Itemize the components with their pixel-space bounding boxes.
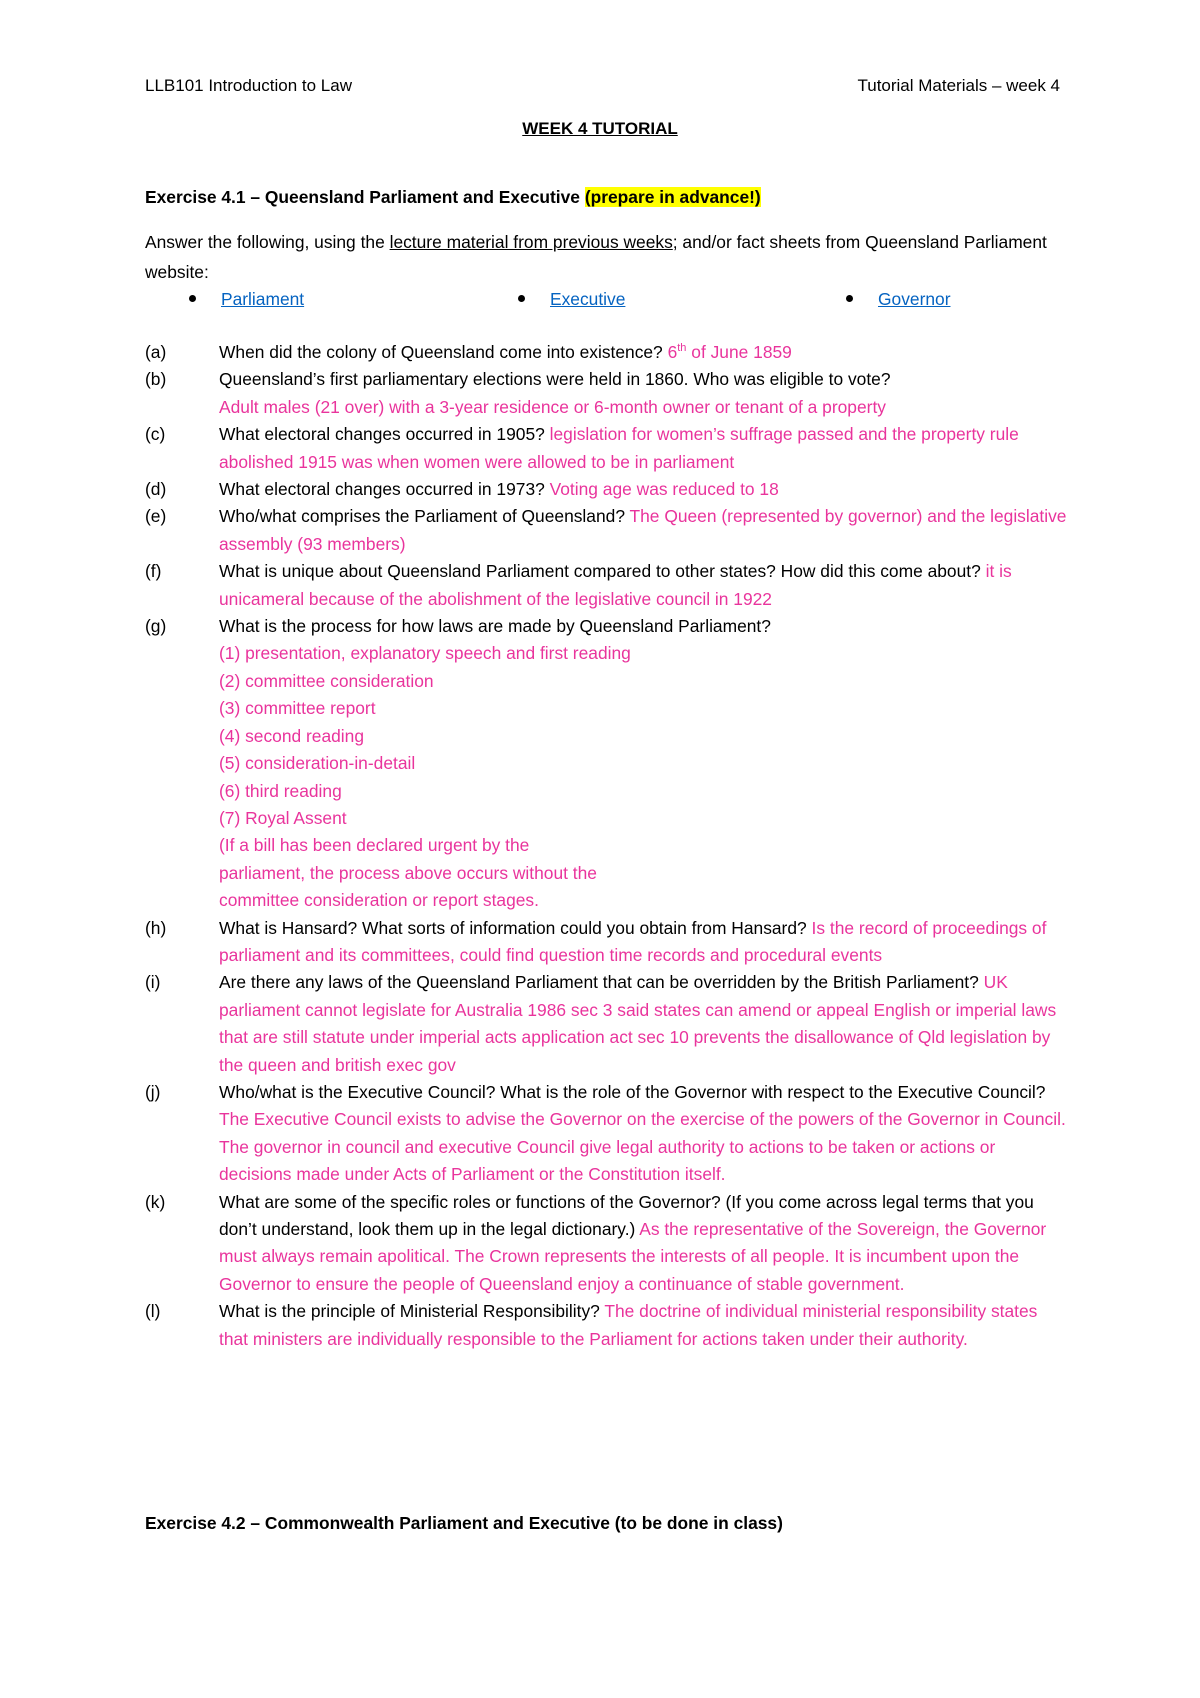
question-j: (j) Who/what is the Executive Council? What is the role of the Governor with respect to the Executive Council? The Executive Council exists to advise the Governor on the exercise of the powers of the Governor in Council. The governor in council and executive Council give legal authority to actions to be taken or actions or decisions made under Acts of Parliament or the Constitution itself. xyxy=(145,1081,1066,1185)
law-step: (5) consideration-in-detail xyxy=(219,753,416,774)
question-f: (f) What is unique about Queensland Parliament compared to other states? How did this come about? it is unicameral because of the abolishment of the legislative council in 1922 xyxy=(145,561,1012,609)
link-item-parliament xyxy=(189,289,304,310)
exercise-4-1-heading xyxy=(145,187,761,208)
bullet-icon xyxy=(846,295,853,302)
law-step: (4) second reading xyxy=(219,725,365,746)
link-item-governor xyxy=(846,289,951,310)
question-list xyxy=(145,339,1070,1353)
lecture-material-text: lecture material from previous weeks xyxy=(389,232,673,252)
law-step: (7) Royal Assent xyxy=(219,807,347,828)
executive-link[interactable]: Executive xyxy=(550,289,626,309)
answer-e: The Queen (represented by governor) and the legislative assembly (93 members) xyxy=(219,506,1067,554)
question-h: (h) What is Hansard? What sorts of information could you obtain from Hansard? Is the record of proceedings of parliament and its committees, could find question time records and procedural events xyxy=(145,917,1047,965)
parliament-link[interactable]: Parliament xyxy=(221,289,305,309)
exercise-4-2-heading: Exercise 4.2 – Commonwealth Parliament and Executive (to be done in class) xyxy=(145,1513,783,1533)
question-c: (c) What electoral changes occurred in 1905? legislation for women’s suffrage passed and the property rule abolished 1915 was when women were allowed to be in parliament xyxy=(145,424,1019,472)
urgent-bill-note: committee consideration or report stages. xyxy=(219,890,539,911)
answer-l: The doctrine of individual ministerial responsibility states that ministers are individually responsible to the Parliament for actions taken under their authority. xyxy=(219,1301,1038,1349)
question-l: (l) What is the principle of Ministerial Responsibility? The doctrine of individual ministerial responsibility states that ministers are individually responsible to the Parliament for actions taken under their authority. xyxy=(145,1301,1038,1349)
answer-a: 6th of June 1859 xyxy=(667,342,792,362)
governor-link[interactable]: Governor xyxy=(878,289,951,309)
answer-h: Is the record of proceedings of parliament and its committees, could find question time records and procedural events xyxy=(219,917,1047,965)
exercise-intro: Answer the following, using the lecture material from previous weeks; and/or fact sheets from Queensland Parliament website: xyxy=(145,232,1047,282)
law-step: (1) presentation, explanatory speech and first reading xyxy=(219,643,631,664)
answer-j: The Executive Council exists to advise the Governor on the exercise of the powers of the Governor in Council. The governor in council and executive Council give legal authority to actions to be taken or actions or decisions made under Acts of Parliament or the Constitution itself. xyxy=(219,1109,1066,1185)
bullet-icon xyxy=(189,295,196,302)
answer-d: Voting age was reduced to 18 xyxy=(549,479,779,500)
question-k: (k) What are some of the specific roles or functions of the Governor? (If you come across legal terms that you don’t understand, look them up in the legal dictionary.) As the representative of the Sovereign, the Governor must always remain apolitical. The Crown represents the interests of all people. It is incumbent upon the Governor to ensure the people of Queensland enjoy a continuance of stable government. xyxy=(145,1191,1047,1294)
header-materials: Tutorial Materials – week 4 xyxy=(857,76,1060,95)
header-course: LLB101 Introduction to Law xyxy=(145,76,352,95)
urgent-bill-note: parliament, the process above occurs without the xyxy=(219,862,597,883)
law-step: (2) committee consideration xyxy=(219,670,434,691)
question-i: (i) Are there any laws of the Queensland Parliament that can be overridden by the British Parliament? UK parliament cannot legislate for Australia 1986 sec 3 said states can amend or appeal English or imperial laws that are still statute under imperial acts application act sec 10 prevents the disallowance of Qld legislation by the queen and british exec gov xyxy=(145,972,1057,1075)
answer-b: Adult males (21 over) with a 3-year residence or 6-month owner or tenant of a property xyxy=(219,396,886,417)
prepare-highlight: (prepare in advance!) xyxy=(584,187,761,207)
urgent-bill-note: (If a bill has been declared urgent by the xyxy=(219,835,530,856)
answer-c: legislation for women’s suffrage passed and the property rule abolished 1915 was when women were allowed to be in parliament xyxy=(219,424,1019,472)
question-e: (e) Who/what comprises the Parliament of Queensland? The Queen (represented by governor) and the legislative assembly (93 members) xyxy=(145,506,1067,554)
question-b: (b) Queensland’s first parliamentary elections were held in 1860. Who was eligible to vote? Adult males (21 over) with a 3-year residence or 6-month owner or tenant of a property xyxy=(145,369,891,417)
question-d: (d) What electoral changes occurred in 1973? Voting age was reduced to 18 xyxy=(145,479,779,500)
law-step: (6) third reading xyxy=(219,780,342,801)
law-step: (3) committee report xyxy=(219,698,376,719)
answer-g-steps xyxy=(219,640,1070,914)
question-g: (g) What is the process for how laws are made by Queensland Parliament? (1) presentation, explanatory speech and first reading (2) committee consideration (3) committee report (4) second reading (5) consideration-in-detail (6) third reading (7) Royal Assent (If a bill has been declared urgent by the parliament, the process above occurs without the committee consideration or report stages. xyxy=(145,613,1070,914)
exercise-4-1-title: Exercise 4.1 – Queensland Parliament and Executive xyxy=(145,187,585,207)
question-a: (a) When did the colony of Queensland come into existence? 6th of June 1859 xyxy=(145,342,792,362)
bullet-icon xyxy=(518,295,525,302)
answer-k: As the representative of the Sovereign, the Governor must always remain apolitical. The Crown represents the interests of all people. It is incumbent upon the Governor to ensure the people of Queensland enjoy a continuance of stable government. xyxy=(219,1219,1047,1294)
link-item-executive xyxy=(518,289,625,310)
answer-f: it is unicameral because of the abolishment of the legislative council in 1922 xyxy=(219,561,1012,609)
answer-i: UK parliament cannot legislate for Australia 1986 sec 3 said states can amend or appeal English or imperial laws that are still statute under imperial acts application act sec 10 prevents the disallowance of Qld legislation by the queen and british exec gov xyxy=(219,972,1057,1075)
page-title: WEEK 4 TUTORIAL xyxy=(522,119,678,138)
